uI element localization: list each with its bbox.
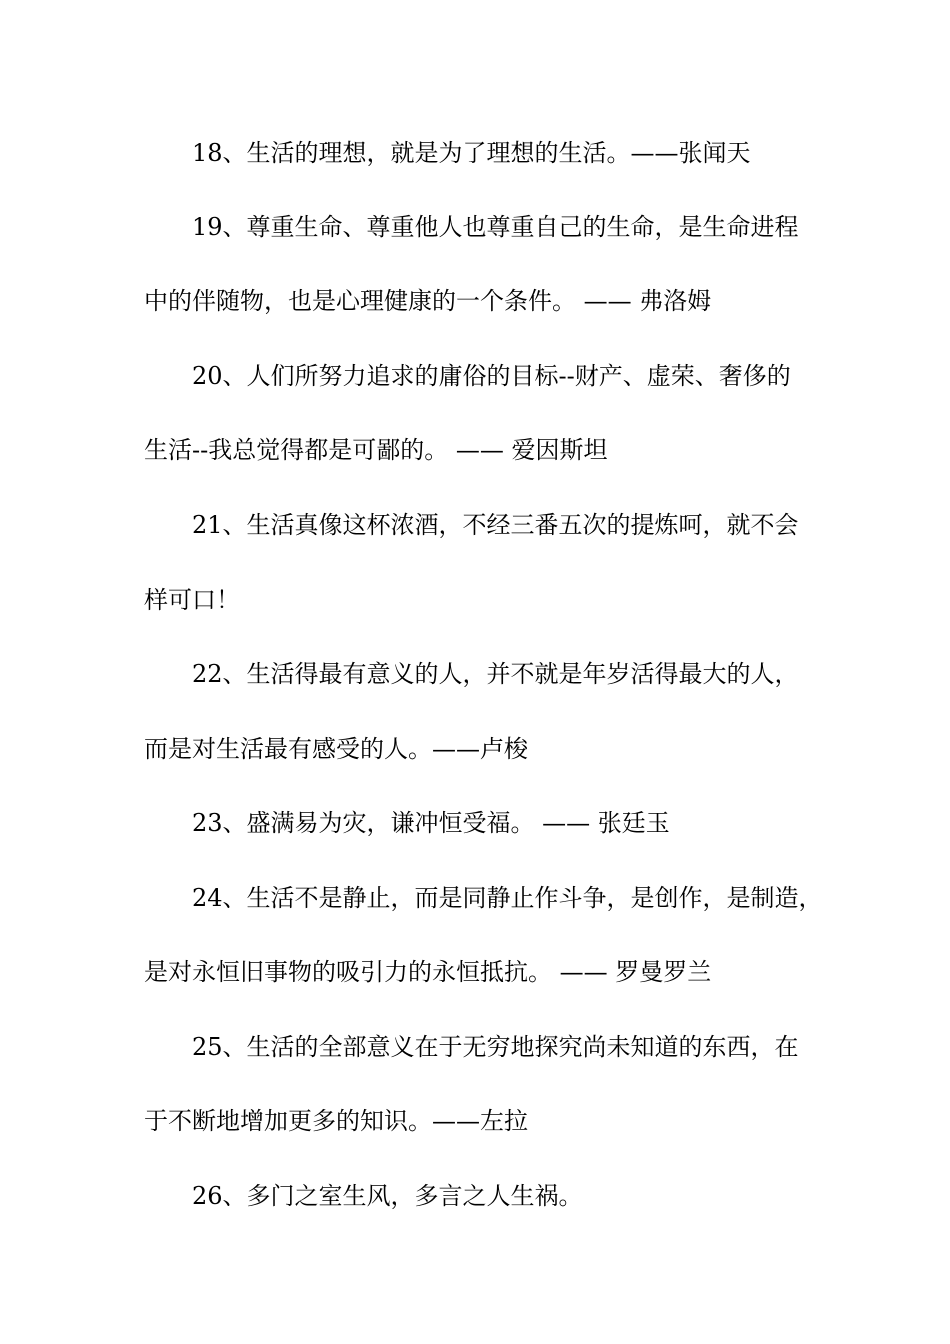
quote-25-line-1: 25、生活的全部意义在于无穷地探究尚未知道的东西，在 [192,1033,799,1061]
quote-24-line-2: 是对永恒旧事物的吸引力的永恒抵抗。 —— 罗曼罗兰 [144,958,712,986]
quote-26-line-1: 26、多门之室生风，多言之人生祸。 [192,1182,583,1210]
quote-25-line-2: 于不断地增加更多的知识。——左拉 [144,1107,528,1135]
quote-22-line-2: 而是对生活最有感受的人。——卢梭 [144,735,528,763]
quote-19-line-1: 19、尊重生命、尊重他人也尊重自己的生命，是生命进程 [192,213,799,241]
quote-22-line-1: 22、生活得最有意义的人，并不就是年岁活得最大的人， [192,660,799,688]
quote-21-line-1: 21、生活真像这杯浓酒，不经三番五次的提炼呵，就不会 [192,511,799,539]
quote-21-line-2: 样可口！ [144,586,240,614]
quote-23-line-1: 23、盛满易为灾，谦冲恒受福。 —— 张廷玉 [192,809,670,837]
quote-19-line-2: 中的伴随物，也是心理健康的一个条件。 —— 弗洛姆 [144,287,712,315]
quote-18-line-1: 18、生活的理想，就是为了理想的生活。——张闻天 [192,139,751,167]
quote-20-line-2: 生活--我总觉得都是可鄙的。 —— 爱因斯坦 [144,436,608,464]
quote-20-line-1: 20、人们所努力追求的庸俗的目标--财产、虚荣、奢侈的 [192,362,791,390]
quote-24-line-1: 24、生活不是静止，而是同静止作斗争，是创作，是制造， [192,884,823,912]
